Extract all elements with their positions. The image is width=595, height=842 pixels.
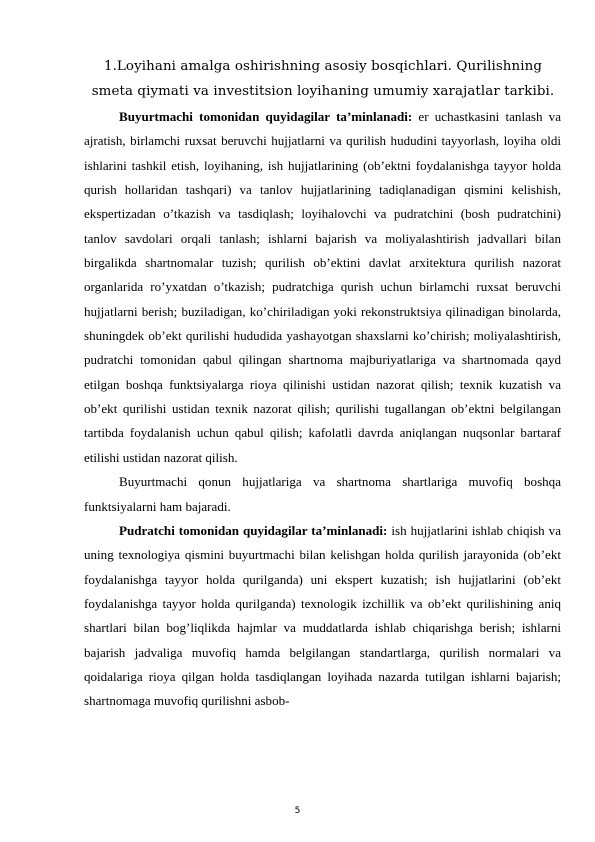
heading-line-2: smeta qiymati va investitsion loyihaning umumiy xarajatlar tarkibi. <box>91 84 555 99</box>
paragraph-lead: Buyurtmachi tomonidan quyidagilar ta’minlanadi: <box>119 109 413 124</box>
paragraph-text: ish hujjatlarini ishlab chiqish va uning texnologiya qismini buyurtmachi bilan kelishgan holda qurilish jarayonida (ob’ekt foydalanishga tayyor holda qurilganda) uni ekspert kuzatish; ish hujjatlarini (ob’ekt foydalanishga tayyor holda qurilganda) texnologik izchillik va ob’ekt qurilishining aniq shartlari bilan bog’liqlikda hajmlar va muddatlarda ishlab chiqarishga berish; ishlarni bajarish jadvaliga muvofiq hamda belgilangan standartlarga, qurilish normalari va qoidalariga rioya qilgan holda tasdiqlangan loyihada nazarda tutilgan ishlarni bajarish; shartnomaga muvofiq qurilishni asbob- <box>84 522 561 709</box>
paragraph-lead: Pudratchi tomonidan quyidagilar ta’minlanadi: <box>119 522 388 538</box>
paragraph-contractor-duties <box>84 519 561 714</box>
paragraph-customer-duties <box>84 105 561 470</box>
page-number: 5 <box>294 806 301 816</box>
body-text <box>84 105 561 714</box>
section-heading <box>84 54 562 104</box>
paragraph-text: Buyurtmachi qonun hujjatlariga va shartnoma shartlariga muvofiq boshqa funktsiyalarni ham bajaradi. <box>84 474 561 514</box>
paragraph-customer-other <box>84 470 561 519</box>
paragraph-text: er uchastkasini tanlash va ajratish, birlamchi ruxsat beruvchi hujjatlarni va qurilish hududini tayyorlash, loyiha oldi ishlarini tashkil etish, loyihaning, ish hujjatlarining (ob’ektni foydalanishga tayyor holda qurish hollaridan tashqari) va tanlov hujjatlarining tadiqlanadigan qismini kelishish, ekspertizadan o’tkazish va tasdiqlash; loyihalovchi va pudratchini (bosh pudratchini) tanlov savdolari orqali tanlash; ishlarni bajarish va moliyalashtirish jadvallari bilan birgalikda shartnomalar tuzish; qurilish ob’ektini davlat arxitektura qurilish nazorat organlarida ro’yxatdan o’tkazish; pudratchiga qurish uchun birlamchi ruxsat beruvchi hujjatlarni berish; buziladigan, ko’chiriladigan yoki rekonstruktsiya qilinadigan binolarda, shuningdek ob’ekt qurilishi hududida yashayotgan shaxslarni ko’chirish; moliyalashtirish, pudratchi tomonidan qabul qilingan shartnoma majburiyatlariga va shartnomada qayd etilgan boshqa funktsiyalarga rioya qilinishi ustidan nazorat qilish; texnik kuzatish va ob’ekt qurilishi ustidan texnik nazorat qilish; qurilishi tugallangan ob’ektni belgilangan tartibda foydalanish uchun qabul qilish; kafolatli davrda aniqlangan nuqsonlar bartaraf etilishi ustidan nazorat qilish. <box>84 109 561 465</box>
heading-line-1: 1.Loyihani amalga oshirishning asosiy bosqichlari. Qurilishning <box>103 59 543 74</box>
